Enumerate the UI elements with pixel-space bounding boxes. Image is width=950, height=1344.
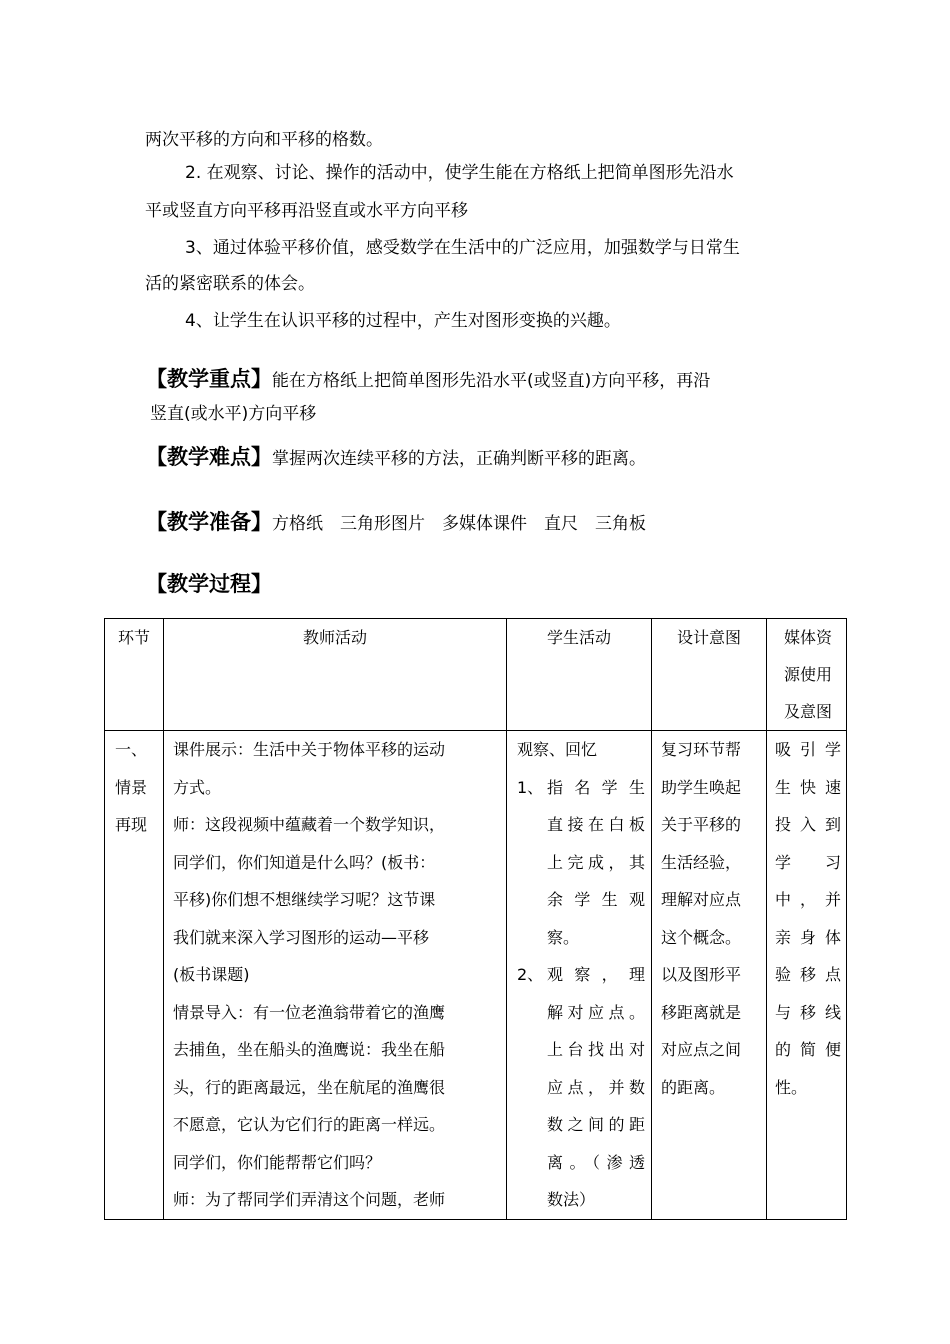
design-line: 对应点之间 <box>661 1040 742 1059</box>
design-line: 生活经验， <box>661 852 742 872</box>
student-item-1 <box>517 769 645 957</box>
media-line: 验移点 <box>775 965 841 984</box>
teacher-line: 不愿意，它认为它们行的距离一样远。 <box>173 1115 446 1134</box>
student-activity-cell <box>507 731 652 1220</box>
header-stage: 环节 <box>105 619 164 731</box>
media-line: 吸引学 <box>775 740 841 759</box>
stage-line: 再现 <box>115 815 148 834</box>
key-point-heading <box>146 363 710 393</box>
student-line: 数之间的距 <box>547 1115 645 1134</box>
objective-2: 2. 在观察、讨论、操作的活动中，使学生能在方格纸上把简单图形先沿水 <box>185 163 734 183</box>
process-table <box>104 618 847 1220</box>
student-item-number: 1、 <box>517 777 544 797</box>
student-line: 应点，并数 <box>547 1077 645 1097</box>
student-line: 上完成，其 <box>547 852 645 872</box>
difficulty-label: 【教学难点】 <box>146 445 272 469</box>
table-row <box>105 731 847 1220</box>
media-line: 学 习 <box>775 852 841 872</box>
header-student-activity: 学生活动 <box>507 619 652 731</box>
design-intent-cell <box>652 731 767 1220</box>
header-media-line: 媒体资 <box>783 628 832 647</box>
media-line: 中，并 <box>775 890 841 909</box>
student-item-number: 2、 <box>517 965 544 984</box>
header-design-intent: 设计意图 <box>652 619 767 731</box>
teacher-line: 同学们，你们知道是什么吗？(板书： <box>173 852 436 872</box>
design-line: 移距离就是 <box>661 1002 742 1022</box>
student-line: 余学生观 <box>547 890 645 909</box>
student-line: 上台找出对 <box>547 1040 645 1059</box>
key-point-text: 能在方格纸上把简单图形先沿水平(或竖直)方向平移，再沿 <box>272 371 711 391</box>
objective-2-cont: 平或竖直方向平移再沿竖直或水平方向平移 <box>145 201 468 221</box>
design-line: 助学生唤起 <box>661 777 742 797</box>
teacher-line: 师：为了帮同学们弄清这个问题，老师 <box>173 1190 446 1209</box>
stage-line: 一、 <box>115 740 148 759</box>
objective-4: 4、让学生在认识平移的过程中，产生对图形变换的兴趣。 <box>185 311 621 331</box>
teacher-line: 头，行的距离最远，坐在航尾的渔鹰很 <box>173 1077 446 1097</box>
preparation-heading <box>146 506 646 536</box>
teacher-line: 同学们，你们能帮帮它们吗？ <box>173 1152 382 1172</box>
objective-3-cont: 活的紧密联系的体会。 <box>145 274 315 294</box>
preparation-label: 【教学准备】 <box>146 510 272 534</box>
design-line: 关于平移的 <box>661 815 742 834</box>
key-point-text-cont: 竖直(或水平)方向平移 <box>150 404 317 424</box>
header-teacher-activity: 教师活动 <box>164 619 507 731</box>
teacher-line: (板书课题) <box>173 965 250 984</box>
media-line: 的简便 <box>775 1040 841 1059</box>
stage-cell <box>105 731 164 1220</box>
student-line: 解对应点。 <box>547 1002 645 1022</box>
teacher-line: 情景导入：有一位老渔翁带着它的渔鹰 <box>173 1002 446 1022</box>
teacher-line: 去捕鱼，坐在船头的渔鹰说：我坐在船 <box>173 1040 446 1059</box>
objective-3: 3、通过体验平移价值，感受数学在生活中的广泛应用，加强数学与日常生 <box>185 238 740 258</box>
teacher-activity-cell <box>164 731 507 1220</box>
media-line: 性。 <box>775 1077 808 1097</box>
media-line: 与移线 <box>775 1002 841 1022</box>
media-line: 生快速 <box>775 777 841 797</box>
media-line: 投入到 <box>775 815 841 834</box>
student-line: 离。（渗透 <box>547 1152 645 1172</box>
student-line: 观察，理 <box>547 965 645 984</box>
process-heading <box>146 568 272 598</box>
design-line: 这个概念。 <box>661 927 742 947</box>
teacher-line: 课件展示：生活中关于物体平移的运动 <box>173 740 446 759</box>
media-cell <box>767 731 847 1220</box>
process-label: 【教学过程】 <box>146 572 272 596</box>
teacher-line: 我们就来深入学习图形的运动—平移 <box>173 927 430 947</box>
teacher-line: 方式。 <box>173 777 222 797</box>
design-line: 的距离。 <box>661 1077 726 1097</box>
student-line: 直接在白板 <box>547 815 645 834</box>
teacher-line: 平移)你们想不想继续学习呢？这节课 <box>173 890 436 909</box>
stage-line: 情景 <box>115 777 148 797</box>
header-media <box>767 619 847 731</box>
design-line: 复习环节帮 <box>661 740 742 759</box>
teacher-line: 师：这段视频中蕴藏着一个数学知识， <box>173 815 446 834</box>
header-media-line: 源使用 <box>783 665 832 684</box>
student-line: 指名学生 <box>547 777 645 797</box>
table-header-row <box>105 619 847 731</box>
preparation-text: 方格纸 三角形图片 多媒体课件 直尺 三角板 <box>272 514 646 534</box>
media-line: 亲身体 <box>775 927 841 947</box>
header-media-line: 及意图 <box>783 702 832 721</box>
difficulty-heading <box>146 441 646 471</box>
key-point-label: 【教学重点】 <box>146 367 272 391</box>
student-line: 察。 <box>547 927 580 947</box>
student-line: 数法） <box>547 1190 596 1209</box>
student-intro: 观察、回忆 <box>517 740 598 759</box>
difficulty-text: 掌握两次连续平移的方法，正确判断平移的距离。 <box>272 449 646 469</box>
design-line: 理解对应点 <box>661 890 742 909</box>
design-line: 以及图形平 <box>661 965 742 984</box>
student-item-2 <box>517 956 645 1219</box>
objective-line: 两次平移的方向和平移的格数。 <box>145 130 383 150</box>
